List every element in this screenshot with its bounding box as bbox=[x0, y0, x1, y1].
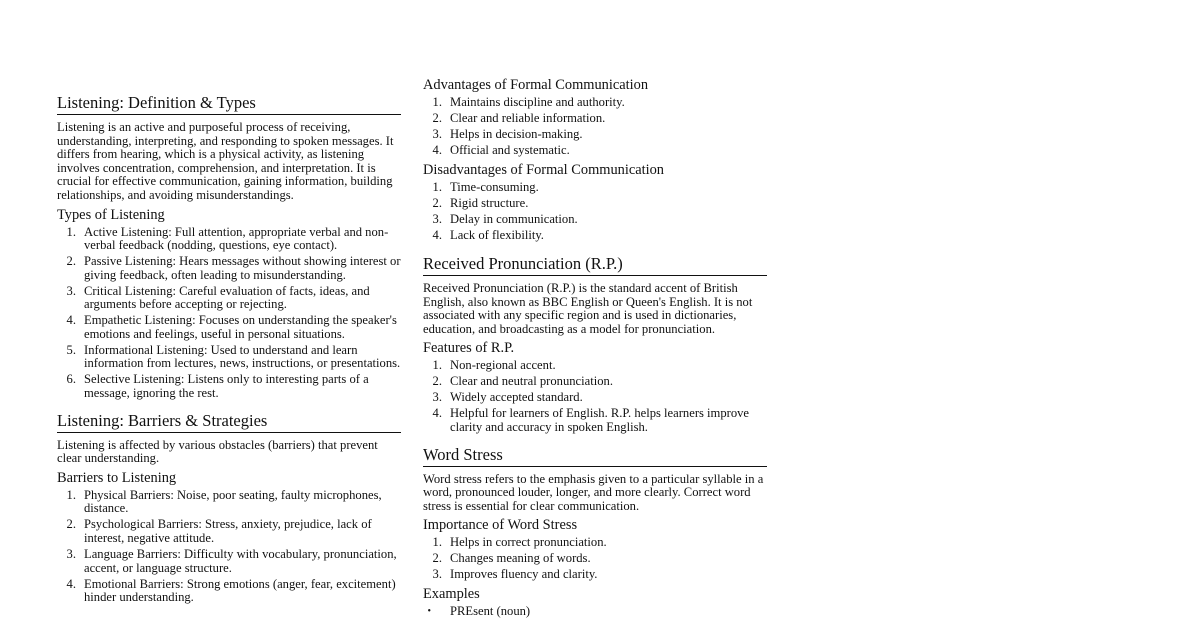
list-number: 3. bbox=[432, 390, 442, 405]
list-item bbox=[423, 407, 767, 434]
list-item bbox=[57, 489, 401, 516]
list-number: 1. bbox=[432, 95, 442, 109]
list-number: 2. bbox=[432, 374, 442, 389]
list-item bbox=[57, 314, 401, 341]
list-number: 4. bbox=[432, 227, 442, 242]
list-item-text: Emotional Barriers: Strong emotions (anger, fear, excitement) hinder understanding. bbox=[84, 576, 396, 605]
list-item-text: Rigid structure. bbox=[450, 195, 529, 210]
list-number: 1. bbox=[432, 179, 442, 194]
list-item-text: Improves fluency and clarity. bbox=[450, 567, 598, 582]
list-item-text: Informational Listening: Used to understand and learn information from lectures, news, instructions, or presentations. bbox=[84, 342, 401, 371]
advantages-formal-heading: Advantages of Formal Communication bbox=[423, 77, 649, 93]
list-number: 2. bbox=[432, 551, 442, 566]
list-item bbox=[423, 229, 767, 243]
list-item-text: Maintains discipline and authority. bbox=[450, 95, 625, 109]
left-column bbox=[57, 93, 401, 609]
types-of-listening-list bbox=[57, 226, 401, 401]
list-number: 2. bbox=[432, 110, 442, 125]
list-item-text: Official and systematic. bbox=[450, 142, 570, 157]
list-number: 2. bbox=[432, 195, 442, 210]
list-item bbox=[423, 213, 767, 227]
list-number: 3. bbox=[432, 126, 442, 141]
list-item-text: Non-regional accent. bbox=[450, 358, 556, 373]
rp-paragraph: Received Pronunciation (R.P.) is the standard accent of British English, also known as BBC English or Queen's English. It is not associated with any specific region and is used in dictionaries, education, and broadcasting as a model for pronunciation. bbox=[423, 281, 753, 336]
list-number: 3. bbox=[66, 283, 76, 298]
list-number: 3. bbox=[432, 211, 442, 226]
bullet-icon: • bbox=[427, 605, 431, 617]
list-item-text: Clear and reliable information. bbox=[450, 110, 606, 125]
examples-heading: Examples bbox=[423, 585, 480, 602]
list-item-text: Time-consuming. bbox=[450, 179, 539, 194]
list-number: 1. bbox=[432, 358, 442, 373]
list-item-text: Helps in correct pronunciation. bbox=[450, 535, 607, 550]
rp-features-list bbox=[423, 359, 767, 434]
list-item bbox=[57, 548, 401, 575]
list-item-text: Selective Listening: Listens only to interesting parts of a message, ignoring the rest. bbox=[84, 372, 369, 401]
barriers-heading: Barriers to Listening bbox=[57, 469, 177, 486]
list-item bbox=[423, 96, 767, 110]
list-number: 6. bbox=[66, 372, 76, 387]
examples-list bbox=[423, 605, 767, 619]
disadvantages-formal-list bbox=[423, 181, 767, 243]
list-item-text: Delay in communication. bbox=[450, 211, 578, 226]
list-item bbox=[423, 568, 767, 582]
list-item-text: Clear and neutral pronunciation. bbox=[450, 374, 613, 389]
list-item bbox=[57, 518, 401, 545]
list-number: 4. bbox=[432, 142, 442, 157]
list-item-text: Critical Listening: Careful evaluation of facts, ideas, and arguments before accepting or rejecting. bbox=[84, 283, 370, 312]
section-heading-listening-definition: Listening: Definition & Types bbox=[57, 93, 401, 115]
list-item-text: Psychological Barriers: Stress, anxiety, prejudice, lack of interest, negative attitude. bbox=[84, 517, 372, 545]
list-item bbox=[57, 578, 401, 605]
section-heading-rp: Received Pronunciation (R.P.) bbox=[423, 254, 767, 276]
list-item bbox=[423, 144, 767, 158]
list-number: 1. bbox=[66, 487, 76, 502]
right-column bbox=[423, 77, 767, 623]
list-item bbox=[423, 197, 767, 211]
section-heading-word-stress: Word Stress bbox=[423, 445, 767, 467]
list-number: 4. bbox=[66, 576, 76, 591]
list-item bbox=[423, 359, 767, 373]
word-stress-importance-list bbox=[423, 536, 767, 582]
section-heading-listening-barriers: Listening: Barriers & Strategies bbox=[57, 411, 401, 433]
list-number: 5. bbox=[66, 342, 76, 357]
list-number: 4. bbox=[66, 313, 76, 328]
types-of-listening-heading: Types of Listening bbox=[57, 206, 165, 223]
list-item bbox=[57, 226, 401, 253]
list-number: 3. bbox=[66, 546, 76, 561]
list-item-text: Passive Listening: Hears messages without showing interest or giving feedback, often leading to misunderstanding. bbox=[84, 254, 401, 282]
list-item-text: Lack of flexibility. bbox=[450, 227, 544, 242]
list-number: 1. bbox=[66, 224, 76, 239]
list-item bbox=[423, 112, 767, 126]
listening-barriers-paragraph: Listening is affected by various obstacles (barriers) that prevent clear understanding. bbox=[57, 437, 378, 466]
list-number: 2. bbox=[66, 517, 76, 532]
barriers-list bbox=[57, 489, 401, 605]
list-item-text: Widely accepted standard. bbox=[450, 390, 583, 405]
rp-features-heading: Features of R.P. bbox=[423, 340, 515, 357]
disadvantages-formal-heading: Disadvantages of Formal Communication bbox=[423, 161, 665, 178]
list-item-text: Helpful for learners of English. R.P. helps learners improve clarity and accuracy in spoken English. bbox=[450, 406, 750, 435]
list-item-text: Active Listening: Full attention, appropriate verbal and non-verbal feedback (nodding, questions, eye contact). bbox=[84, 224, 389, 253]
listening-definition-paragraph: Listening is an active and purposeful process of receiving, understanding, interpreting, and responding to spoken messages. It differs from hearing, which is a physical activity, as listening involves concentration, comprehension, and interpretation. It is crucial for effective communication, gaining information, building relationships, and avoiding misunderstandings. bbox=[57, 120, 394, 202]
list-number: 3. bbox=[432, 567, 442, 582]
list-item-text: Language Barriers: Difficulty with vocabulary, pronunciation, accent, or language structure. bbox=[84, 546, 397, 575]
list-item-text: Helps in decision-making. bbox=[450, 126, 583, 141]
list-item-text: Empathetic Listening: Focuses on understanding the speaker's emotions and feelings, useful in personal situations. bbox=[84, 313, 397, 341]
list-item bbox=[57, 255, 401, 282]
list-number: 1. bbox=[432, 535, 442, 550]
list-item bbox=[423, 391, 767, 405]
list-item bbox=[423, 375, 767, 389]
word-stress-importance-heading: Importance of Word Stress bbox=[423, 517, 578, 534]
list-number: 4. bbox=[432, 406, 442, 421]
list-item bbox=[57, 285, 401, 312]
list-item-text: Changes meaning of words. bbox=[450, 551, 591, 566]
word-stress-paragraph: Word stress refers to the emphasis given to a particular syllable in a word, pronounced louder, longer, and more clearly. Correct word stress is essential for clear communication. bbox=[423, 471, 764, 513]
list-item bbox=[423, 128, 767, 142]
list-item bbox=[57, 373, 401, 400]
advantages-formal-list bbox=[423, 96, 767, 158]
list-item bbox=[423, 536, 767, 550]
list-item bbox=[423, 181, 767, 195]
list-number: 2. bbox=[66, 254, 76, 269]
list-item-text: PREsent (noun) bbox=[450, 603, 531, 618]
list-item bbox=[423, 552, 767, 566]
list-item bbox=[423, 605, 767, 619]
list-item-text: Physical Barriers: Noise, poor seating, faulty microphones, distance. bbox=[84, 487, 382, 516]
list-item bbox=[57, 344, 401, 371]
